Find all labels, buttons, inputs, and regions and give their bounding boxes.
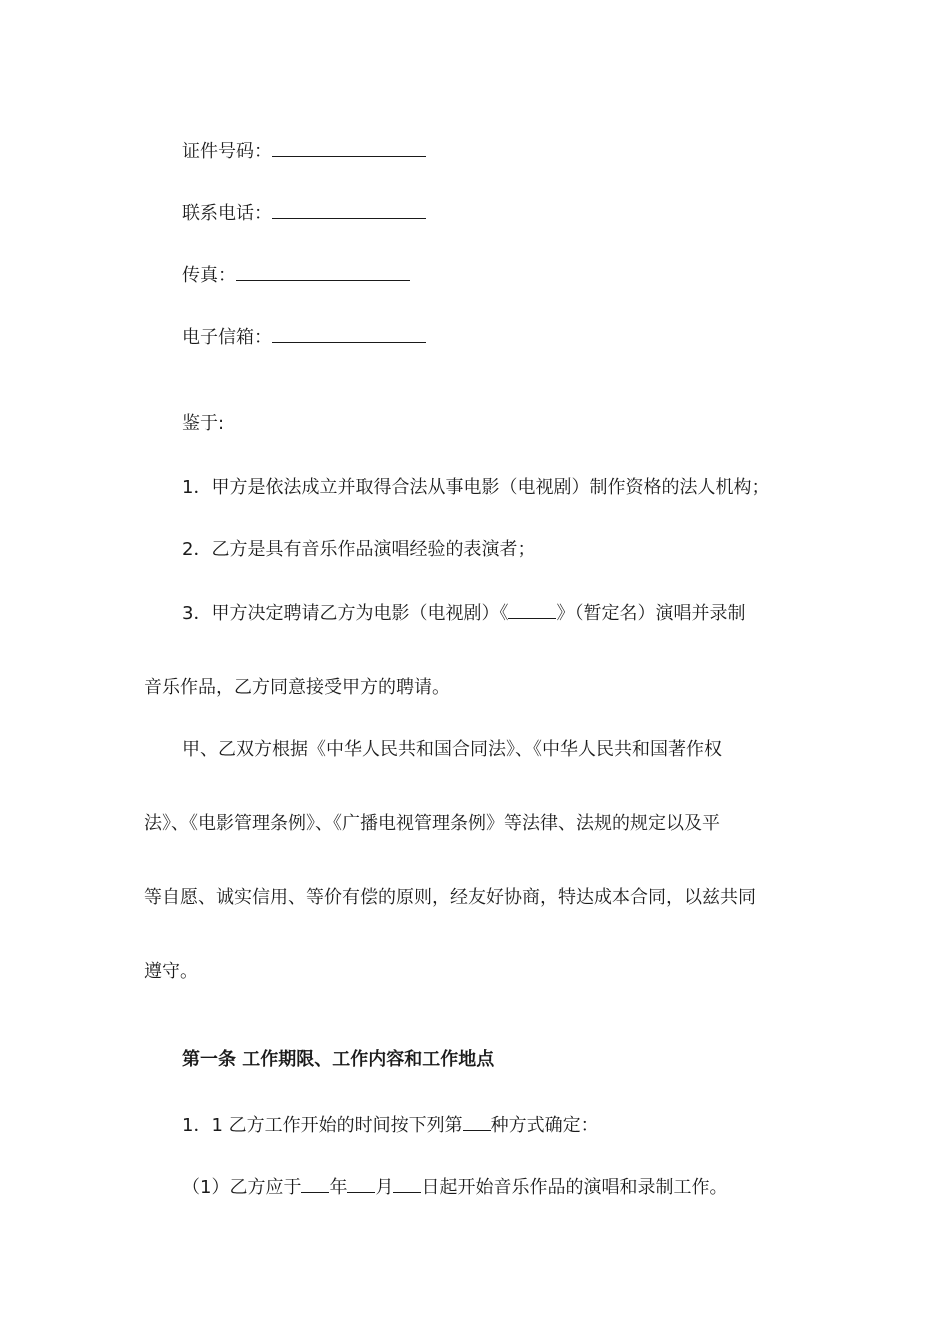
clause-1-1-part2: 种方式确定：: [490, 1115, 599, 1136]
whereas-item-3-part2: 》（暂定名）演唱并录制: [556, 603, 746, 624]
month-blank[interactable]: [347, 1174, 375, 1193]
whereas-item-3-continuation: 音乐作品，乙方同意接受甲方的聘请。: [144, 677, 450, 698]
film-title-blank[interactable]: [508, 600, 556, 619]
method-number-blank[interactable]: [463, 1112, 491, 1131]
email-label: 电子信箱：: [182, 327, 272, 348]
option-1-part2: 日起开始音乐作品的演唱和录制工作。: [421, 1177, 728, 1198]
year-blank[interactable]: [301, 1174, 329, 1193]
email-blank[interactable]: [272, 324, 426, 343]
whereas-item-2: 2．乙方是具有音乐作品演唱经验的表演者；: [182, 539, 536, 560]
email-field: [182, 324, 426, 350]
phone-blank[interactable]: [272, 200, 426, 219]
id-number-field: [182, 138, 426, 164]
clause-1-1: [182, 1112, 599, 1138]
preamble-line-3: 等自愿、诚实信用、等价有偿的原则，经友好协商，特达成本合同，以兹共同: [144, 887, 756, 908]
preamble-line-4: 遵守。: [144, 961, 198, 982]
preamble-line-1: 甲、乙双方根据《中华人民共和国合同法》、《中华人民共和国著作权: [182, 739, 722, 760]
id-number-label: 证件号码：: [182, 141, 272, 162]
option-1-year-label: 年: [329, 1177, 348, 1198]
whereas-heading: 鉴于:: [182, 413, 225, 434]
clause-1-1-part1: 1．1 乙方工作开始的时间按下列第: [182, 1115, 463, 1136]
article-1-title: 第一条 工作期限、工作内容和工作地点: [182, 1049, 495, 1070]
phone-field: [182, 200, 426, 226]
phone-label: 联系电话：: [182, 203, 272, 224]
whereas-item-3-part1: 3．甲方决定聘请乙方为电影（电视剧）《: [182, 603, 509, 624]
day-blank[interactable]: [393, 1174, 421, 1193]
option-1-part1: （1）乙方应于: [182, 1177, 302, 1198]
option-1-month-label: 月: [375, 1177, 394, 1198]
fax-blank[interactable]: [236, 262, 410, 281]
fax-field: [182, 262, 410, 288]
id-number-blank[interactable]: [272, 138, 426, 157]
fax-label: 传真：: [182, 265, 236, 286]
option-1: [182, 1174, 727, 1200]
whereas-item-3: [182, 600, 745, 626]
preamble-line-2: 法》、《电影管理条例》、《广播电视管理条例》等法律、法规的规定以及平: [144, 813, 720, 834]
whereas-item-1: 1．甲方是依法成立并取得合法从事电影（电视剧）制作资格的法人机构；: [182, 477, 770, 498]
